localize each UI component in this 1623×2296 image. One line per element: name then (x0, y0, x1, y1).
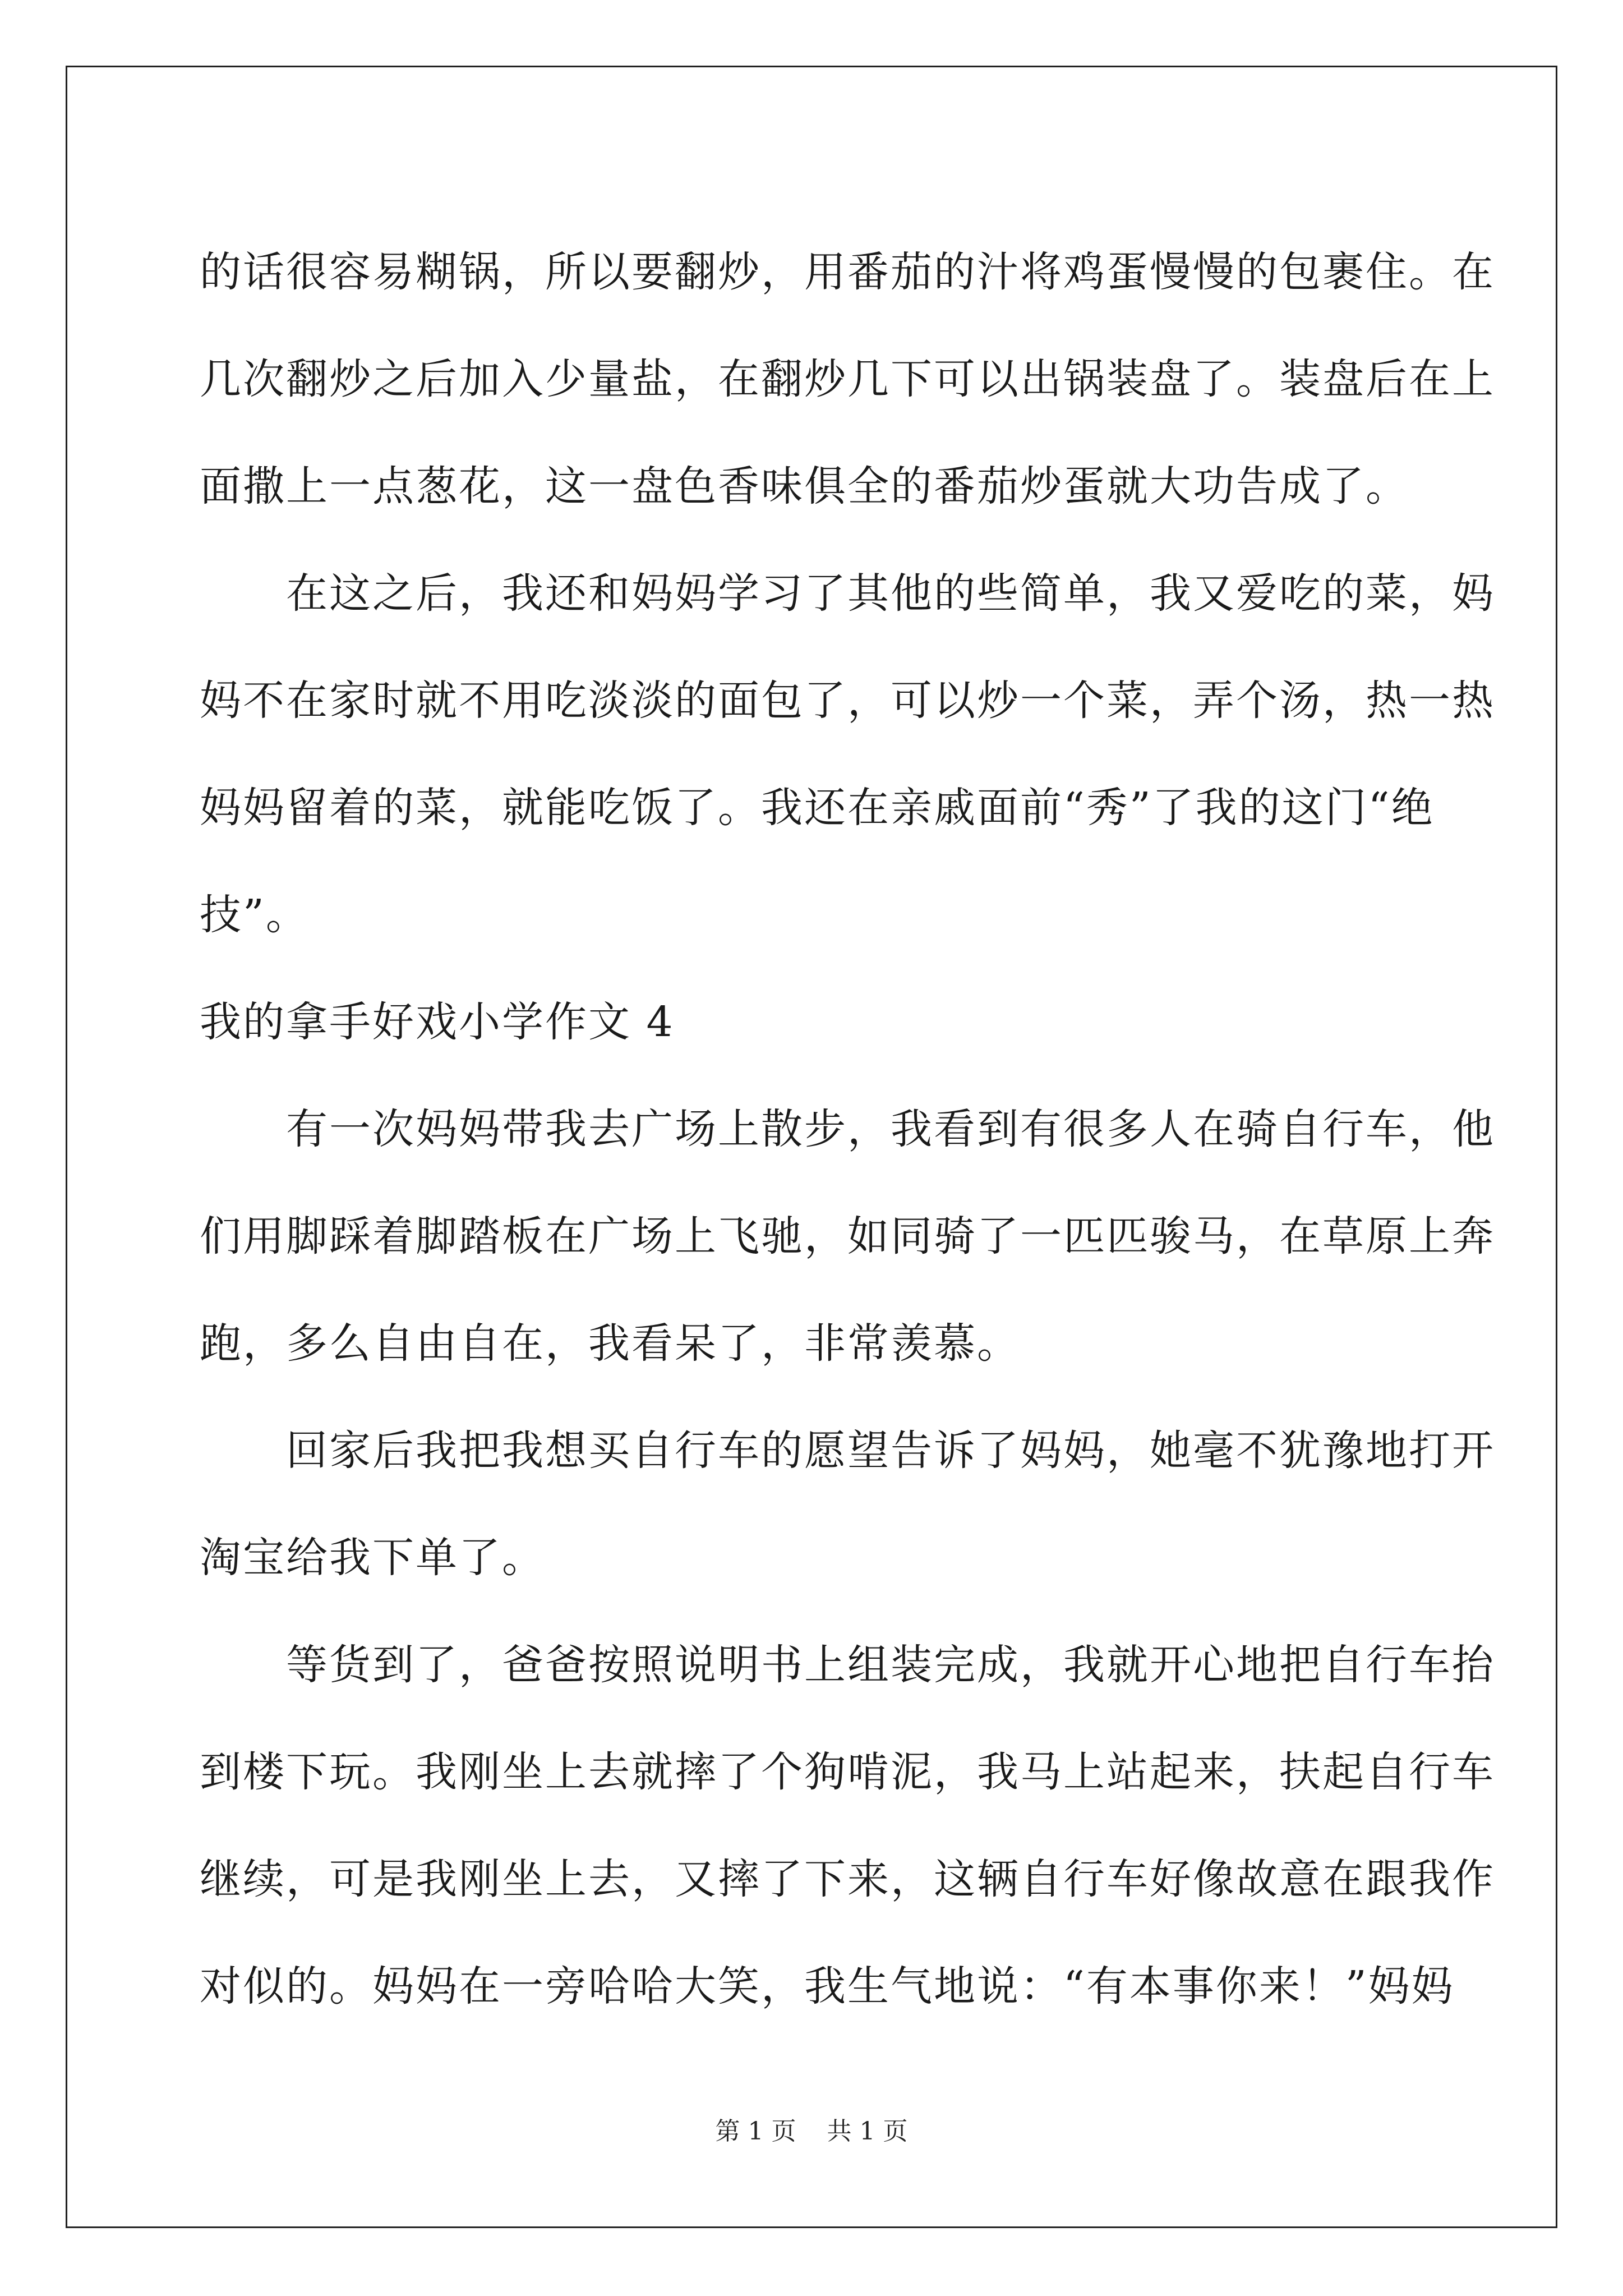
page-footer (0, 2115, 1623, 2148)
text-line: 几次翻炒之后加入少量盐，在翻炒几下可以出锅装盘了。装盘后在上 (200, 355, 1495, 403)
text-line: 的话很容易糊锅，所以要翻炒，用番茄的汁将鸡蛋慢慢的包裹住。在 (200, 248, 1495, 296)
text-line: 们用脚踩着脚踏板在广场上飞驰，如同骑了一匹匹骏马，在草原上奔 (200, 1212, 1495, 1260)
text-line: 到楼下玩。我刚坐上去就摔了个狗啃泥，我马上站起来，扶起自行车 (200, 1748, 1495, 1796)
text-line: 对似的。妈妈在一旁哈哈大笑，我生气地说：“有本事你来！”妈妈 (200, 1962, 1455, 2010)
text-line: 妈不在家时就不用吃淡淡的面包了，可以炒一个菜，弄个汤，热一热 (200, 677, 1495, 725)
document-body (200, 219, 1495, 2040)
text-line: 跑，多么自由自在，我看呆了，非常羡慕。 (200, 1319, 1020, 1368)
page-total: 共 1 页 (827, 2117, 908, 2146)
page-number: 第 1 页 (715, 2117, 796, 2146)
text-line: 技”。 (200, 891, 309, 939)
paragraph-start-line: 等货到了，爸爸按照说明书上组装完成，我就开心地把自行车抬 (200, 1641, 1495, 1689)
paragraph-start-line: 有一次妈妈带我去广场上散步，我看到有很多人在骑自行车，他 (200, 1105, 1495, 1153)
paragraph-start-line: 回家后我把我想买自行车的愿望告诉了妈妈，她毫不犹豫地打开 (200, 1427, 1495, 1475)
section-heading: 我的拿手好戏小学作文 4 (200, 998, 675, 1046)
text-line: 面撒上一点葱花，这一盘色香味俱全的番茄炒蛋就大功告成了。 (200, 462, 1409, 510)
text-line: 妈妈留着的菜，就能吃饭了。我还在亲戚面前“秀”了我的这门“绝 (200, 784, 1435, 832)
text-line: 继续，可是我刚坐上去，又摔了下来，这辆自行车好像故意在跟我作 (200, 1855, 1495, 1903)
text-line: 淘宝给我下单了。 (200, 1534, 545, 1582)
paragraph-start-line: 在这之后，我还和妈妈学习了其他的些简单，我又爱吃的菜，妈 (200, 569, 1495, 618)
